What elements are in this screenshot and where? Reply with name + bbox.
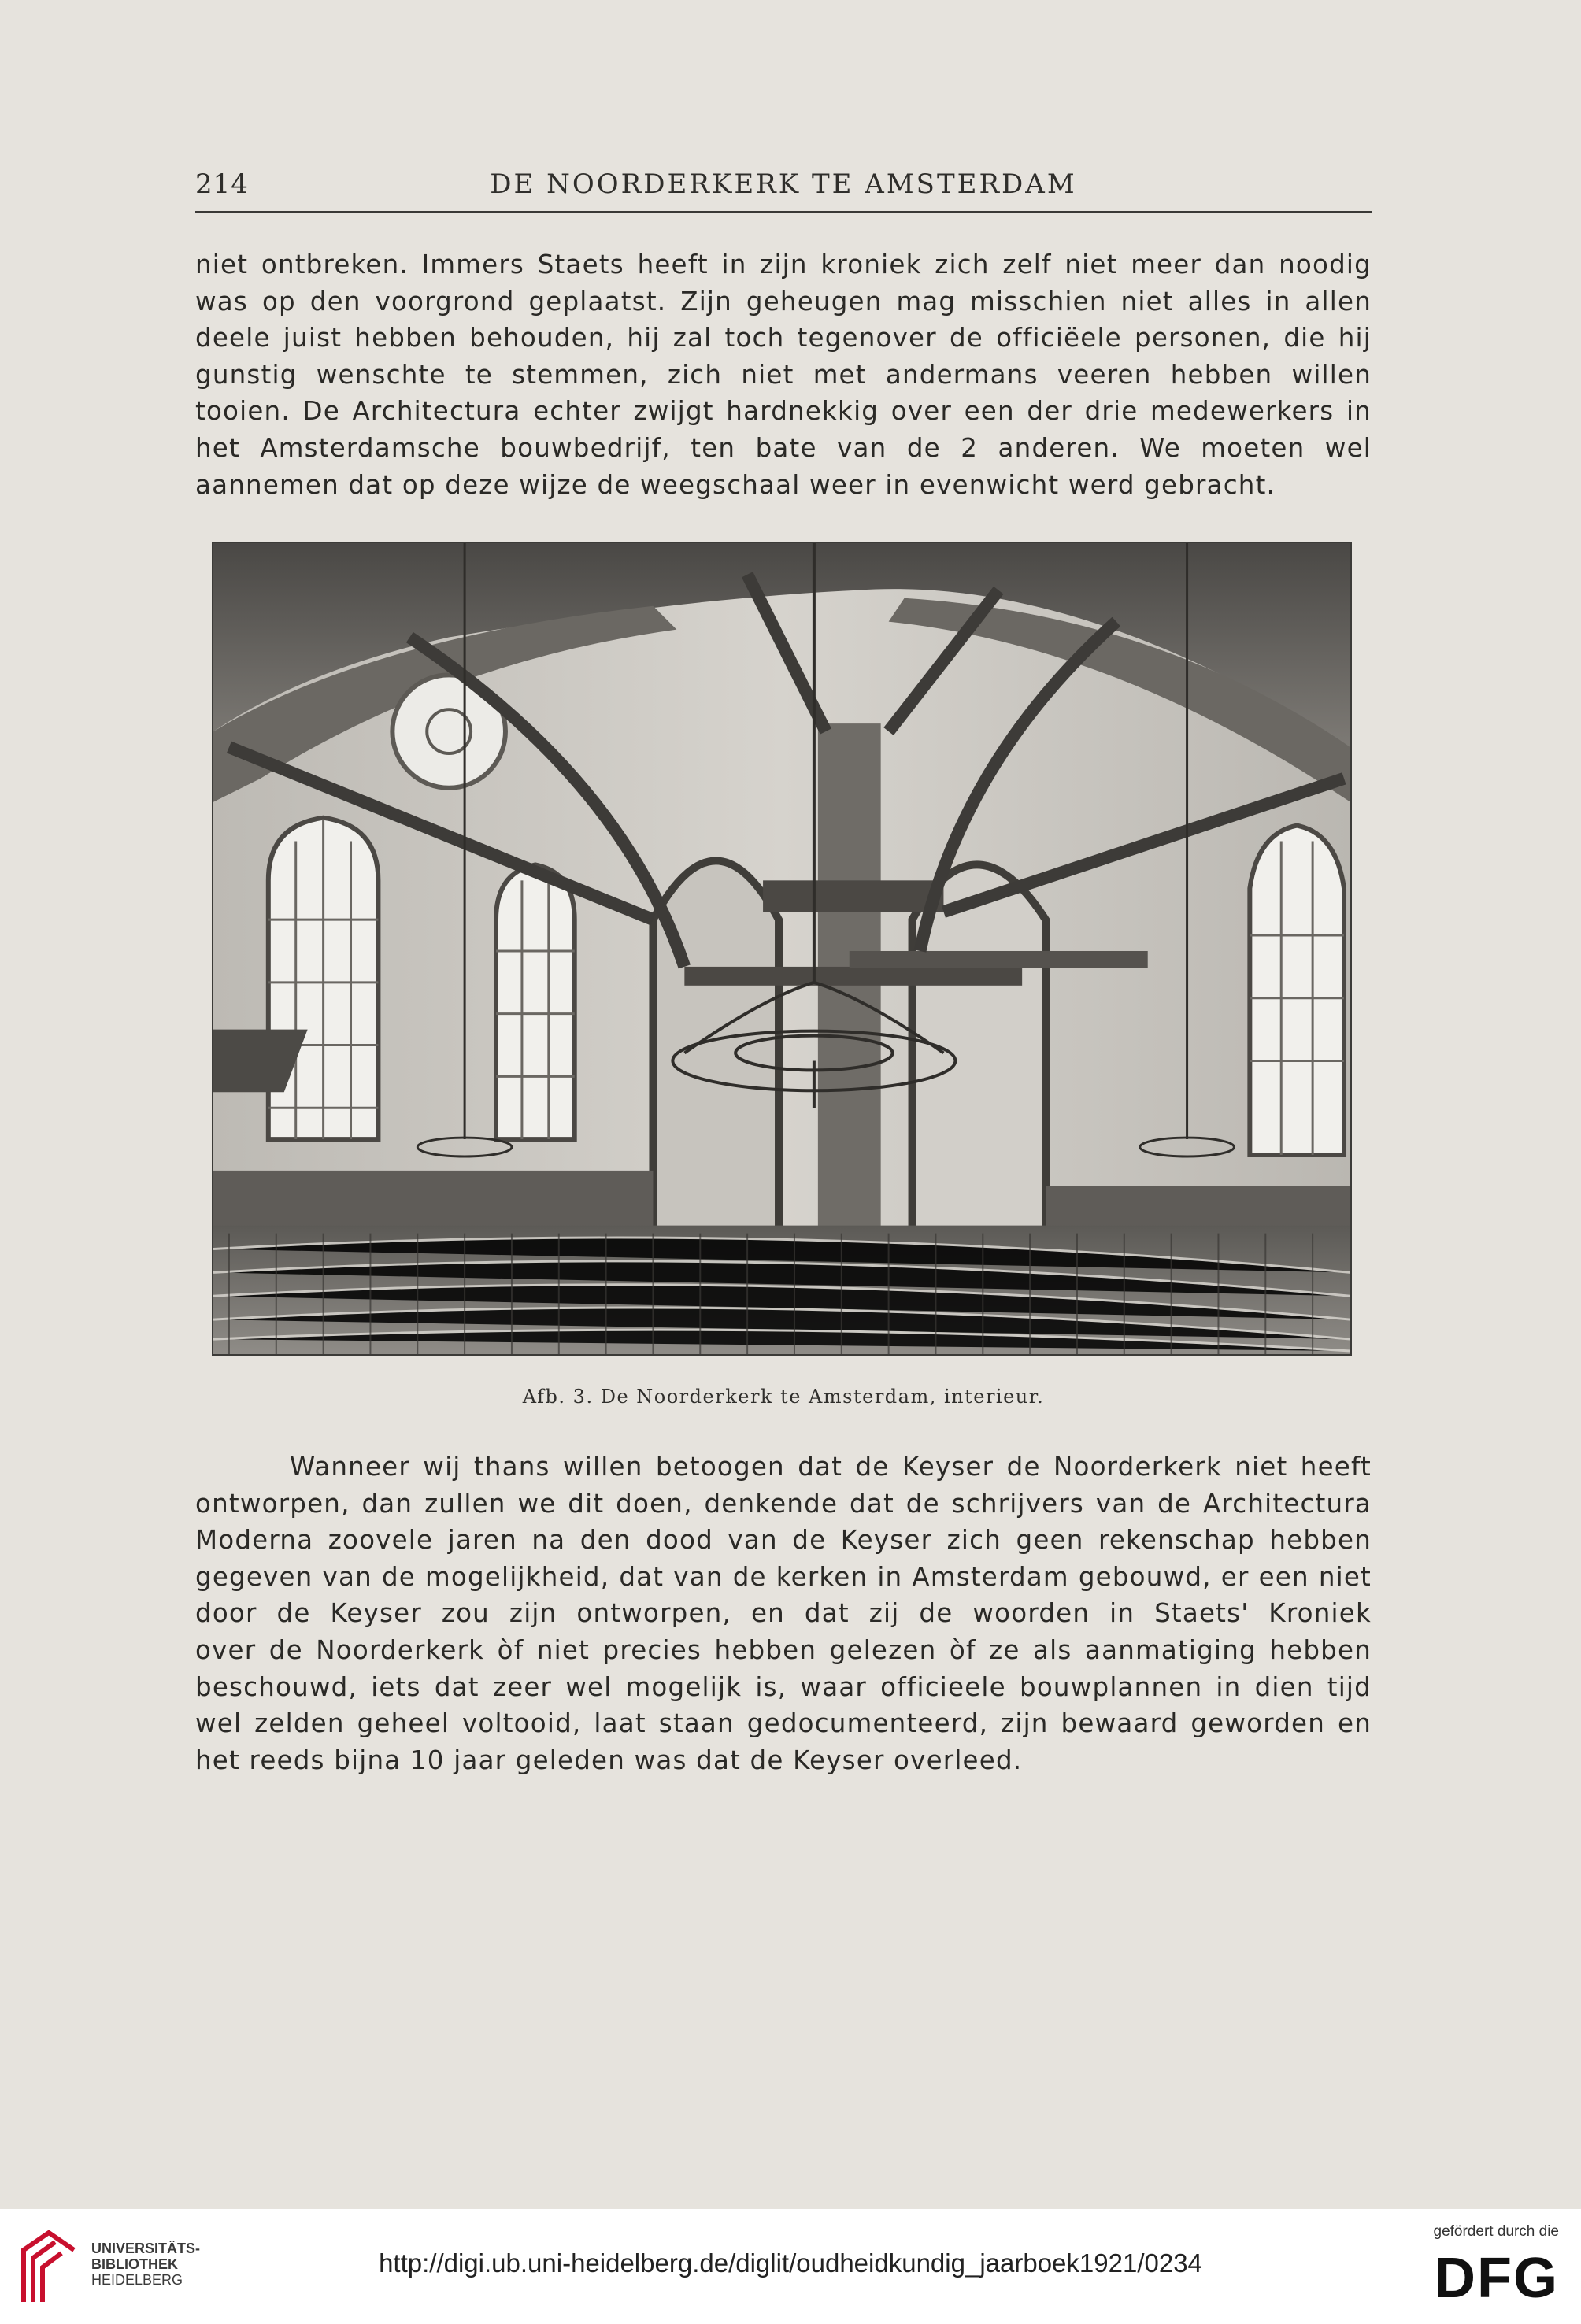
window-left-2 [496, 864, 575, 1139]
window-right [1250, 826, 1344, 1155]
text-line: wel zelden geheel voltooid, laat staan gedocumenteerd, zijn bewaard geworden en [195, 1708, 1372, 1739]
text-line: het reeds bijna 10 jaar geleden was dat de Keyser overleed. [195, 1745, 1023, 1775]
text-line: door de Keyser zou zijn ontworpen, en dat zij de woorden in Staets' Kroniek [195, 1598, 1372, 1629]
text-line: gegeven van de mogelijkheid, dat van de kerken in Amsterdam gebouwd, er een niet [195, 1561, 1372, 1592]
viewer-footer [0, 2209, 1581, 2324]
library-name-line-2: BIBLIOTHEK [91, 2256, 178, 2272]
text-line: Moderna zoovele jaren na den dood van de Keyser zich geen rekenschap hebben [195, 1525, 1372, 1556]
text-line: deele juist hebben behouden, hij zal toch tegenover de officiëele personen, die hij [195, 323, 1372, 353]
library-name-line-3: HEIDELBERG [91, 2272, 183, 2288]
text-line: beschouwd, iets dat zeer wel mogelijk is, waar officieele bouwplannen in dien tijd [195, 1671, 1372, 1702]
paragraph-1 [195, 246, 1372, 503]
paragraph-2 [195, 1449, 1372, 1778]
page-number: 214 [195, 168, 249, 200]
text-line: het Amsterdamsche bouwbedrijf, ten bate van de 2 anderen. We moeten wel [195, 432, 1372, 463]
church-interior-photo [212, 542, 1352, 1356]
text-line: niet ontbreken. Immers Staets heeft in zijn kroniek zich zelf niet meer dan noodig [195, 250, 1372, 279]
photo-drawing [213, 543, 1350, 1354]
text-line: Wanneer wij thans willen betoogen dat de Keyser de Noorderkerk niet heeft [290, 1452, 1372, 1482]
window-left-1 [268, 818, 379, 1139]
running-header [195, 165, 1372, 213]
figure-caption: Afb. 3. De Noorderkerk te Amsterdam, interieur. [522, 1386, 1045, 1408]
text-line: gunstig wenschte te stemmen, zich niet met andermans veeren hebben willen [195, 359, 1372, 390]
text-line: aannemen dat op deze wijze de weegschaal weer in evenwicht werd gebracht. [195, 469, 1276, 500]
library-name-line-1: UNIVERSITÄTS- [91, 2241, 201, 2256]
dfg-logo: DFG [1435, 2247, 1559, 2310]
permalink-url[interactable]: http://digi.ub.uni-heidelberg.de/diglit/oudheidkundig_jaarboek1921/0234 [379, 2248, 1202, 2278]
text-line: ontworpen, dan zullen we dit doen, denkende dat de schrijvers van de Architectura [195, 1488, 1372, 1519]
running-title: DE NOORDERKERK TE AMSTERDAM [490, 168, 1077, 200]
text-line: over de Noorderkerk òf niet precies hebben gelezen òf ze als aanmatiging hebben [195, 1634, 1372, 1665]
text-line: tooien. De Architectura echter zwijgt hardnekkig over een der drie medewerkers in [195, 396, 1372, 427]
funded-by-label: gefördert durch die [1433, 2223, 1559, 2240]
text-line: was op den voorgrond geplaatst. Zijn geheugen mag misschien niet alles in allen [195, 286, 1372, 316]
